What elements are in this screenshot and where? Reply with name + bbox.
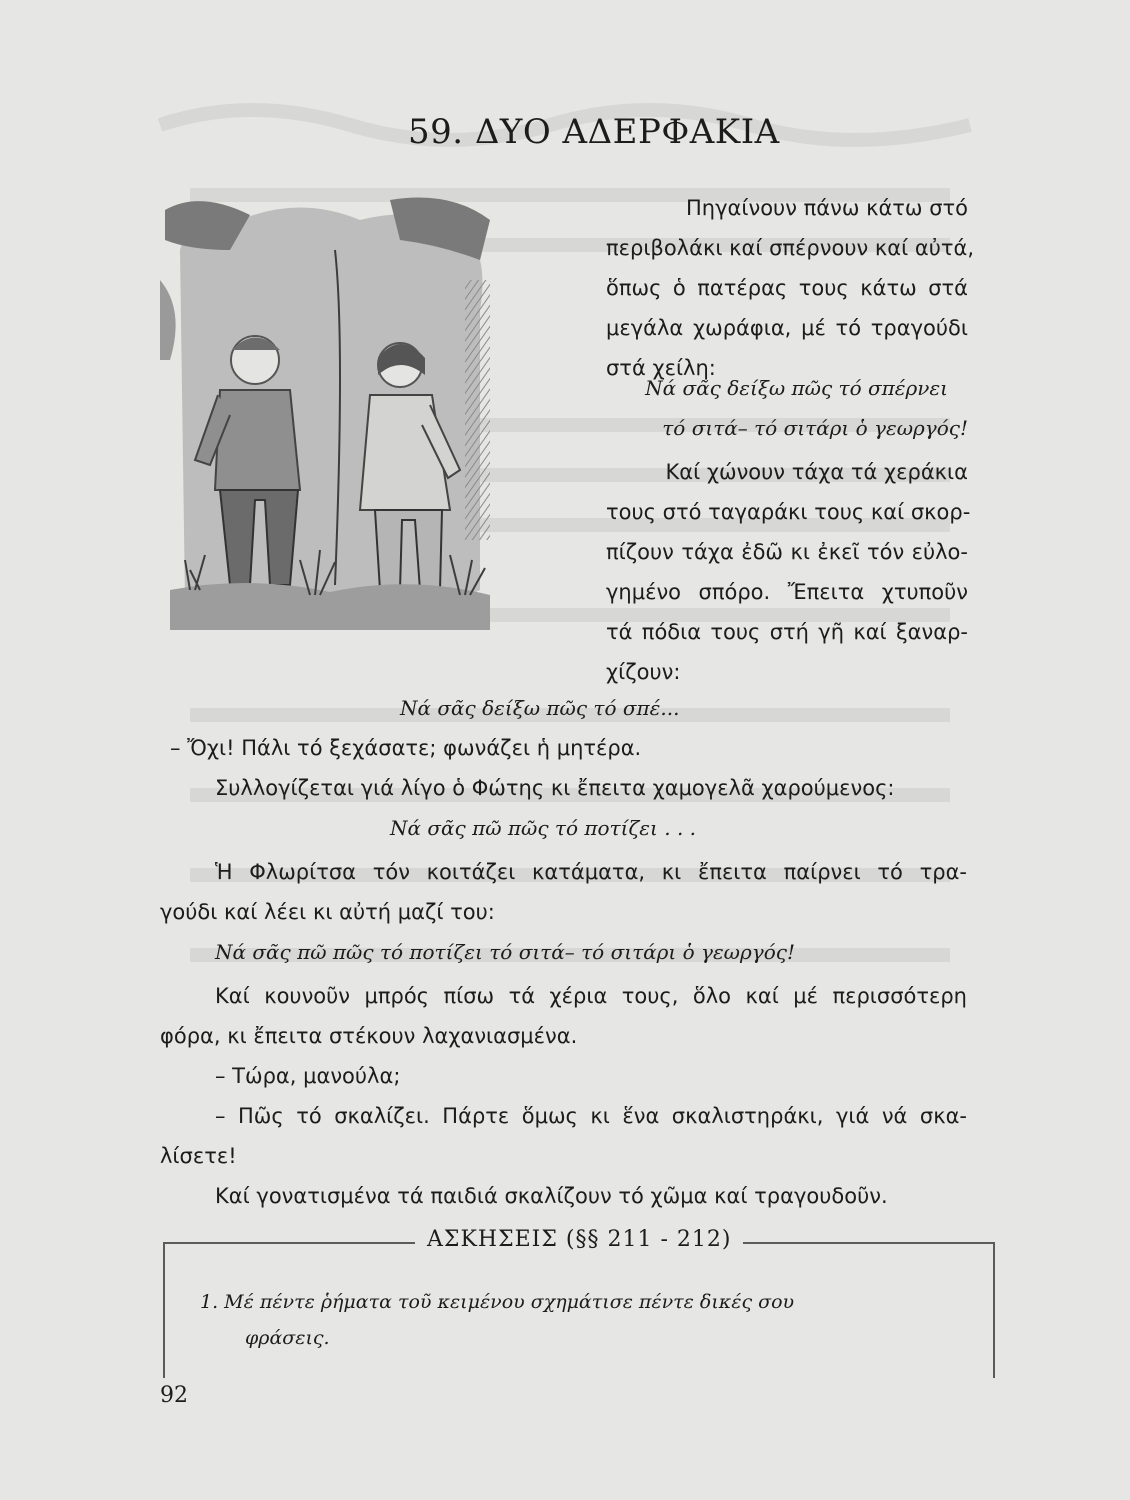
verse-line: Νά σᾶς δείξω πῶς τό σπέρνει [645,376,948,400]
paragraph-line: Ἡ Φλωρίτσα τόν κοιτάζει κατάματα, κι ἔπειτα παίρνει τό τρα- [215,860,967,884]
paragraph-line: χίζουν: [606,660,681,684]
paragraph-line: Καί γονατισμένα τά παιδιά σκαλίζουν τό χῶμα καί τραγουδοῦν. [215,1184,888,1208]
paragraph-line: τά πόδια τους στή γῆ καί ξαναρ- [606,620,968,644]
paragraph-line: – Ὄχι! Πάλι τό ξεχάσατε; φωνάζει ἡ μητέρα. [170,736,642,760]
page-number: 92 [160,1383,188,1408]
paragraph-line: Καί κουνοῦν μπρός πίσω τά χέρια τους, ὅλο καί μέ περισσότερη [215,984,967,1008]
paragraph-line: γούδι καί λέει κι αὐτή μαζί του: [160,900,495,924]
paragraph-line: – Τώρα, μανούλα; [215,1064,401,1088]
verse-line: Νά σᾶς πῶ πῶς τό ποτίζει τό σιτά– τό σιτάρι ὁ γεωργός! [215,940,795,964]
exercise-item-continuation: φράσεις. [245,1327,330,1349]
two-children-garden-illustration [160,190,505,650]
paragraph-line: ὅπως ὁ πατέρας τους κάτω στά [606,276,968,300]
paragraph-line: φόρα, κι ἔπειτα στέκουν λαχανιασμένα. [160,1024,578,1048]
verse-line: τό σιτά– τό σιτάρι ὁ γεωργός! [662,416,968,440]
page-title: 59. ΔΥΟ ΑΔΕΡΦΑΚΙΑ [408,112,780,152]
paragraph-line: λίσετε! [160,1144,237,1168]
paragraph-line: μεγάλα χωράφια, μέ τό τραγούδι [606,316,968,340]
exercises-heading: ΑΣΚΗΣΕΙΣ (§§ 211 - 212) [415,1227,743,1252]
paragraph-line: στά χείλη: [606,356,716,380]
paragraph-line: γημένο σπόρο. Ἔπειτα χτυποῦν [606,580,968,604]
paragraph-line: πίζουν τάχα ἐδῶ κι ἐκεῖ τόν εὐλο- [606,540,968,564]
paragraph-line: Πηγαίνουν πάνω κάτω στό [685,196,968,220]
verse-line: Νά σᾶς πῶ πῶς τό ποτίζει . . . [390,816,697,840]
paragraph-line: Συλλογίζεται γιά λίγο ὁ Φώτης κι ἔπειτα χαμογελᾶ χαρούμενος: [215,776,895,800]
exercise-item: 1. Μέ πέντε ῥήματα τοῦ κειμένου σχημάτισε πέντε δικές σου [200,1291,795,1313]
paragraph-line: – Πῶς τό σκαλίζει. Πάρτε ὅμως κι ἕνα σκαλιστηράκι, γιά νά σκα- [215,1104,967,1128]
paragraph-line: Καί χώνουν τάχα τά χεράκια [665,460,968,484]
verse-line: Νά σᾶς δείξω πῶς τό σπέ... [400,696,680,720]
paragraph-line: περιβολάκι καί σπέρνουν καί αὐτά, [606,236,975,260]
paragraph-line: τους στό ταγαράκι τους καί σκορ- [606,500,971,524]
